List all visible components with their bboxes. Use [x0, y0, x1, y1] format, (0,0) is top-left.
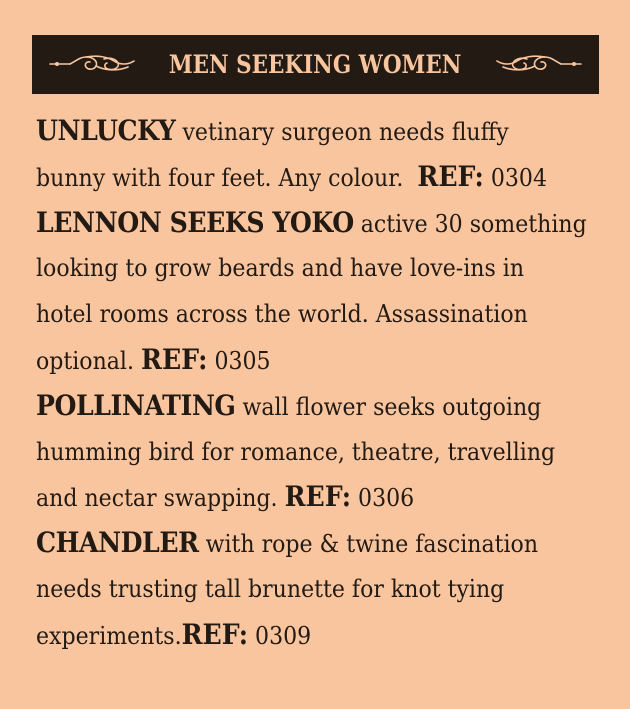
ad-text: looking to grow beards and have love-ins in: [36, 253, 525, 283]
ad-keyword: CHANDLER: [36, 526, 199, 560]
ad-text: active 30 something: [360, 208, 587, 238]
ad-text: needs trusting tall brunette for knot tying: [36, 573, 505, 603]
ad-line: [36, 337, 549, 383]
ad-line: [36, 474, 549, 520]
ad-text: wall flower seeks outgoing: [242, 391, 542, 421]
ad-text: with rope & twine fascination: [205, 529, 539, 559]
ad-line: [36, 612, 549, 658]
ad-ref-label: REF:: [417, 159, 484, 193]
ad-text: bunny with four feet. Any colour.: [36, 162, 404, 192]
section-title: MEN SEEKING WOMEN: [169, 50, 462, 79]
ad-line: [36, 245, 549, 291]
ad-keyword: LENNON SEEKS YOKO: [36, 205, 354, 239]
ad-line: [36, 291, 549, 337]
ads-list: [36, 108, 606, 658]
section-header-bar: [32, 35, 599, 94]
ad-ref-number: 0305: [214, 345, 271, 375]
ad-line: [36, 429, 556, 475]
ad-text: experiments.: [36, 620, 182, 650]
ad-text: optional.: [36, 345, 134, 375]
ad-keyword: POLLINATING: [36, 388, 236, 422]
ad-ref-label: REF:: [141, 342, 208, 376]
ad-line: [36, 200, 587, 246]
ad-ref-number: 0304: [490, 162, 547, 192]
ad-line: [36, 520, 549, 566]
ad-ref-number: 0309: [255, 620, 312, 650]
ad-text: humming bird for romance, theatre, travelling: [36, 436, 556, 466]
ad-keyword: UNLUCKY: [36, 114, 176, 147]
ad-text: hotel rooms across the world. Assassination: [36, 299, 528, 329]
ad-text: vetinary surgeon needs fluffy: [182, 117, 509, 146]
ad-line: [36, 383, 549, 429]
ad-line: [36, 566, 549, 612]
right-flourish-icon: [493, 49, 585, 79]
ad-line: [36, 108, 549, 154]
ad-line: [36, 154, 549, 200]
ad-ref-label: REF:: [284, 480, 352, 514]
left-flourish-icon: [46, 49, 138, 79]
ad-ref-number: 0306: [358, 483, 415, 513]
ad-ref-label: REF:: [181, 617, 249, 651]
ad-text: and nectar swapping.: [36, 483, 278, 513]
